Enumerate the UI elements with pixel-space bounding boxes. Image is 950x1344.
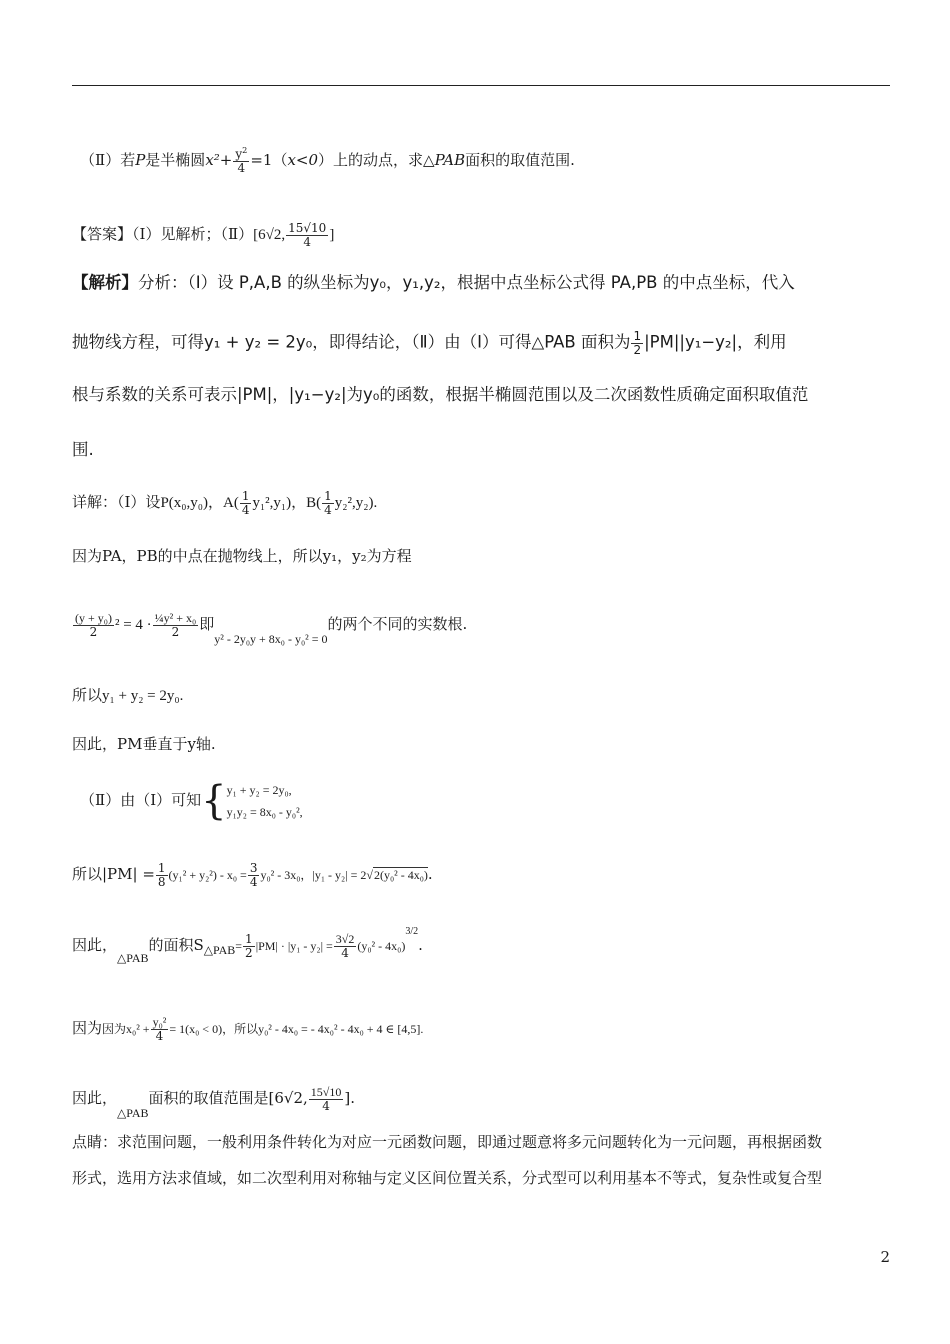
answer-label: 【答案】 [72, 225, 133, 244]
sol3-tail: 的两个不同的实数根. [327, 615, 468, 634]
sol3-lhs-den: 2 [89, 624, 98, 639]
sol7-c: |y₁ - y₂| = 2 [312, 868, 367, 883]
sol7-b: y₀² - 3x₀， [260, 868, 313, 883]
answer-text: （Ⅰ）见解析；（Ⅱ） [132, 225, 254, 244]
sol1-by: y₂²,y₂). [334, 495, 378, 512]
header-rule [72, 85, 890, 86]
solution-line-6 [80, 778, 303, 823]
half-num: 1 [633, 329, 642, 343]
equation-system [227, 779, 303, 823]
sol10-close: ]. [344, 1089, 355, 1108]
sol9-frac: $\frac{\text{y₀²}}{4}$ [152, 1015, 167, 1043]
ellipse-fraction [233, 145, 249, 175]
sol6-prefix: （Ⅱ）由（Ⅰ）可知 [80, 791, 202, 809]
sol10-triangle: △PAB [117, 1106, 149, 1121]
sol7-a: (y₁² + y₂²) - x₀ = [168, 868, 247, 883]
solution-line-5: 因此，PM垂直于y轴. [72, 735, 216, 753]
solution-line-3 [72, 612, 467, 649]
sol3-quadratic: y² - 2y₀y + 8x₀ - y₀² = 0 [214, 632, 328, 647]
half-den: 2 [633, 342, 642, 357]
sol7-prefix: 所以|PM| = [72, 865, 155, 884]
sol3-frac-rhs [153, 612, 199, 638]
sol3-rhs-num: ¼y² + x₀ [154, 611, 197, 625]
sol1-frac-a [240, 490, 252, 516]
problem-suffix: ）上的动点，求△ [318, 151, 435, 170]
sol8-frac-half: $\frac{1}{2}$ [245, 931, 253, 960]
system-eq-2: y₁y₂ = 8x₀ - y₀², [226, 805, 303, 819]
sol1-b: B( [306, 495, 322, 512]
sol3-pow: ² = 4 · [114, 617, 152, 634]
sol1-prefix: 详解：（Ⅰ）设 [72, 493, 161, 512]
analysis-label: 【解析】 [72, 273, 138, 292]
solution-line-4: 所以y₁ + y₂ = 2y₀. [72, 688, 184, 704]
problem-ii-line [80, 145, 575, 175]
sol10-prefix: 因此， [72, 1089, 118, 1108]
ellipse-x-term: x²+ [205, 151, 233, 170]
ellipse-y: y [235, 147, 243, 161]
sol3-frac-lhs [73, 612, 114, 638]
sol3-lhs-num: (y + y₀) [75, 611, 112, 625]
sol1-ay: y₁²,y₁)， [252, 495, 307, 512]
solution-line-11: 点睛：求范围问题，一般利用条件转化为对应一元函数问题，即通过题意将多元问题转化为一元问题，再根据函数 [72, 1133, 823, 1151]
sol10-mid: 面积的取值范围是[6√2, [148, 1089, 308, 1108]
system-brace: { [201, 778, 227, 824]
answer-range-open: [6√2, [253, 227, 286, 244]
triangle-pab: PAB [434, 151, 466, 170]
problem-tail: 面积的取值范围. [465, 151, 575, 170]
sol1-frac-b-num: 1 [324, 489, 332, 503]
page-number: 2 [880, 1248, 890, 1266]
solution-line-8: 因此，$_{\triangle PAB}$的面积$S_{\triangle PAB}=$ $\frac{1}{2}$ |PM| · |y₁ - y₂| = $\frac{3√2}{4}$ (y₀² - 4x₀)$^{3/2}$. [72, 926, 423, 965]
sol1-a: A( [222, 495, 239, 512]
solution-line-2: 因为PA，PB的中点在抛物线上，所以y₁，y₂为方程 [72, 547, 412, 565]
sol3-rhs-den: 2 [171, 624, 180, 639]
sol8-prefix: 因此， [72, 936, 118, 954]
sol10-frac: $\frac{15√10}{4}$ [310, 1085, 342, 1113]
sol8-num: 3√2 [335, 931, 355, 946]
solution-line-10 [72, 1086, 355, 1123]
solution-line-7: 所以|PM| = $\frac{1}{8}$ (y₁² + y₂²) - x₀ = $\frac{3}{4}$ y₀² - 3x₀，|y₁ - y₂| = 2√2(y₀² - 4x₀). [72, 861, 433, 889]
sol8-b: |PM| · |y₁ - y₂| = [255, 939, 333, 953]
ellipse-cond: x<0 [287, 151, 319, 170]
sol1-frac-a-num: 1 [241, 489, 250, 503]
sol8-triangle: △PAB [117, 951, 149, 965]
sol1-frac-a-den: 4 [241, 502, 250, 517]
sol9-b: = 1(x₀ < 0)，所以y₀² - 4x₀ = - 4x₀² - 4x₀ + 4 ∈ [4,5]. [169, 1022, 424, 1037]
sol1-p: P(x₀,y₀)， [160, 495, 223, 512]
point-p: P [135, 151, 146, 170]
analysis-line-4: 围. [72, 440, 94, 459]
solution-line-1 [72, 490, 377, 516]
sol7-sqrt: 2(y₀² - 4x₀) [373, 868, 428, 883]
analysis-line-2 [72, 330, 787, 356]
problem-mid: 是半椭圆 [145, 151, 206, 170]
sol7-frac-1: $\frac{1}{8}$ [157, 861, 166, 889]
sol9-a: 因为x₀² + [102, 1022, 150, 1037]
answer-range-close: ] [329, 227, 335, 244]
sol8-mid: 的面积S [148, 936, 204, 954]
analysis-text-2a: 抛物线方程，可得y₁ + y₂ = 2y₀，即得结论，（Ⅱ）由（Ⅰ）可得△PAB 面积为 [72, 332, 631, 352]
ellipse-frac-den: 4 [237, 160, 246, 175]
sol8-exponent: 3/2 [405, 926, 419, 937]
half-fraction [631, 330, 643, 356]
sol3-ji: 即 [199, 615, 215, 634]
sol8-c: (y₀² - 4x₀) [357, 939, 406, 953]
problem-prefix: （Ⅱ）若 [80, 151, 136, 170]
analysis-text-1: 分析：（Ⅰ）设 P,A,B 的纵坐标为y₀，y₁,y₂，根据中点坐标公式得 PA,PB 的中点坐标，代入 [138, 273, 795, 292]
analysis-line-3: 根与系数的关系可表示|PM|，|y₁−y₂|为y₀的函数，根据半椭圆范围以及二次函数性质确定面积取值范 [72, 385, 809, 404]
answer-fraction [286, 222, 328, 248]
solution-line-9: 因为因为x₀² + $\frac{\text{y₀²}}{4}$ = 1(x₀ < 0)，所以y₀² - 4x₀ = - 4x₀² - 4x₀ + 4 ∈ [4,5]. [72, 1015, 424, 1043]
sol1-frac-b [322, 490, 334, 516]
sol8-a: = [235, 939, 243, 953]
ellipse-frac-num: $y^2$ [235, 145, 248, 161]
sol8-frac-3r2: $\frac{3√2}{4}$ [335, 931, 355, 960]
analysis-text-2b: |PM||y₁−y₂|，利用 [644, 332, 787, 352]
sol1-frac-b-den: 4 [324, 502, 332, 517]
ellipse-eq: =1（ [250, 151, 288, 170]
analysis-line-1 [72, 273, 795, 293]
solution-line-12: 形式，选用方法求值域，如二次型利用对称轴与定义区间位置关系，分式型可以利用基本不等式，复杂性或复合型 [72, 1169, 823, 1187]
answer-frac-den: 4 [303, 234, 312, 249]
sol7-frac-2: $\frac{3}{4}$ [249, 861, 258, 889]
system-eq-1: y₁ + y₂ = 2y₀, [226, 783, 292, 797]
answer-line [72, 222, 334, 248]
answer-frac-num: 15√10 [288, 221, 327, 235]
